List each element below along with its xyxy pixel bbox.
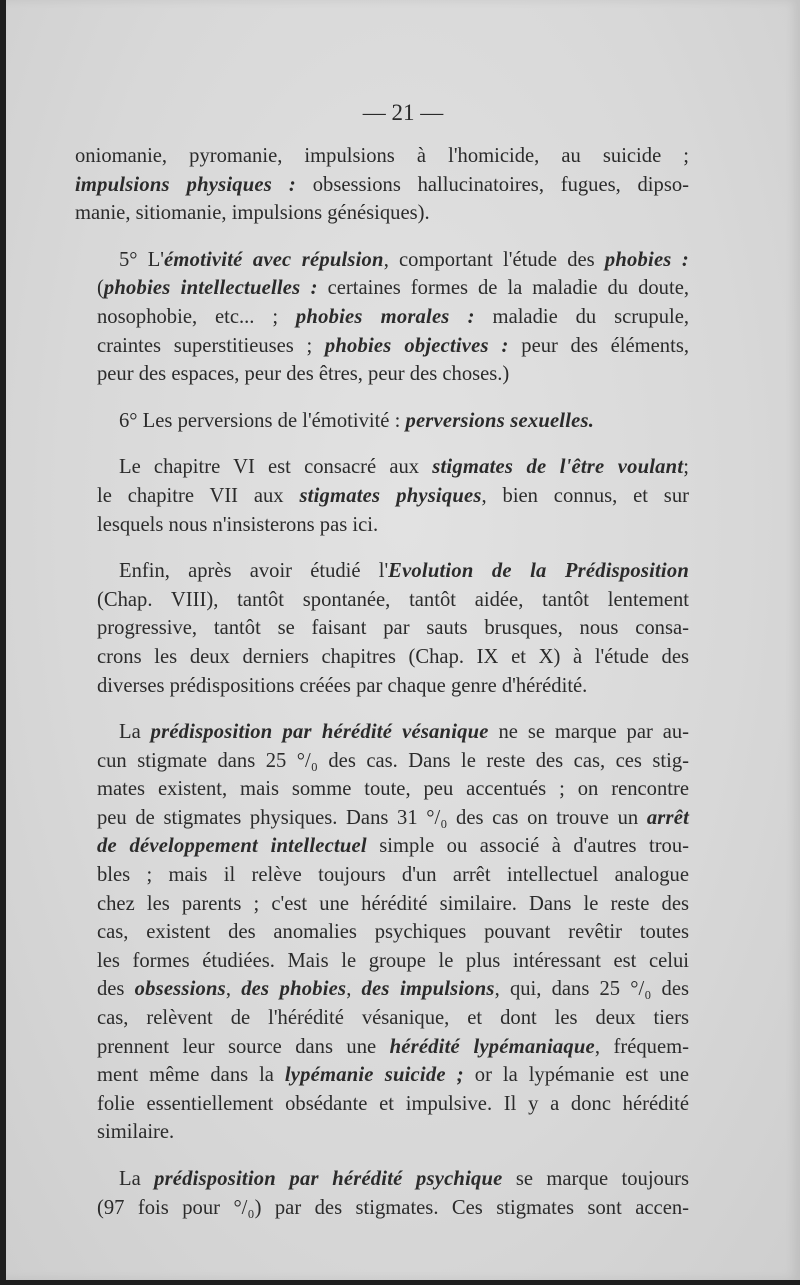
text-run: maladie du scrupule, — [474, 305, 690, 328]
text-line — [75, 861, 689, 890]
text-run: , — [346, 978, 362, 1001]
italic-term: arrêt — [646, 806, 689, 829]
text-line — [75, 1165, 689, 1194]
text-run: 5° L' — [119, 248, 165, 271]
text-run: Enfin, après avoir étudié l' — [119, 560, 389, 583]
italic-term: phobies objectives : — [324, 334, 509, 357]
italic-term: phobies : — [604, 248, 689, 271]
text-line — [75, 890, 689, 919]
text-line — [75, 199, 689, 228]
text-run: 6° Les perversions de l'émotivité : — [119, 409, 406, 432]
text-line — [75, 918, 689, 947]
text-line — [75, 1004, 689, 1033]
paragraph-7 — [75, 1165, 689, 1222]
text-run: , — [225, 978, 242, 1001]
italic-term: prédisposition par hérédité vésanique — [150, 721, 489, 744]
italic-term: des impulsions — [361, 978, 495, 1001]
text-run: peu de stigmates physiques. Dans 31 °/₀ des cas on trouve un — [97, 806, 647, 829]
text-run: , comportant l'étude des — [383, 248, 605, 271]
text-run: ; — [683, 456, 689, 479]
italic-term: obsessions — [134, 978, 226, 1001]
text-run: bles ; mais il relève toujours d'un arrêt intellectuel analogue — [97, 864, 689, 887]
paragraph-1 — [75, 142, 689, 228]
italic-term: stigmates physiques — [299, 484, 482, 507]
book-page — [6, 0, 800, 1280]
text-run: La — [119, 1168, 155, 1190]
italic-term: perversions sexuelles. — [405, 409, 595, 432]
text-line — [75, 1194, 689, 1223]
text-run: craintes superstitieuses ; — [97, 334, 325, 357]
italic-term: émotivité avec répulsion — [164, 248, 384, 271]
text-run: les formes étudiées. Mais le groupe le plus intéressant est celui — [97, 949, 689, 972]
text-run: peur des éléments, — [508, 334, 689, 357]
text-run: (97 fois pour °/₀) par des stigmates. Ces stigmates sont accen- — [97, 1196, 689, 1219]
text-run: prennent leur source dans une — [97, 1035, 390, 1058]
text-run: ment même dans la — [97, 1064, 285, 1087]
text-run: crons les deux derniers chapitres (Chap. IX et X) à l'étude des — [97, 645, 689, 668]
italic-term: phobies intellectuelles : — [103, 277, 318, 300]
text-line — [75, 453, 689, 482]
text-run: ( — [97, 277, 104, 300]
text-line — [75, 643, 689, 672]
text-run: se marque toujours — [502, 1168, 690, 1190]
text-line — [75, 246, 689, 275]
text-run: mates existent, mais somme toute, peu accentués ; on rencontre — [97, 778, 689, 801]
text-line — [75, 718, 689, 747]
text-line — [75, 274, 689, 303]
text-line — [75, 804, 689, 833]
text-line — [75, 360, 689, 389]
italic-term: des phobies — [241, 978, 347, 1001]
text-run: peur des espaces, peur des êtres, peur des choses.) — [97, 363, 510, 386]
text-run: chez les parents ; c'est une hérédité similaire. Dans le reste des — [97, 892, 689, 915]
text-line — [75, 511, 689, 540]
text-line — [75, 557, 689, 586]
italic-term: de développement intellectuel — [97, 835, 367, 858]
text-run: , bien connus, et sur — [481, 484, 689, 507]
text-line — [75, 482, 689, 511]
text-line — [75, 407, 689, 436]
text-run: nosophobie, etc... ; — [97, 305, 296, 328]
text-run: cas, relèvent de l'hérédité vésanique, et dont les deux tiers — [97, 1007, 689, 1030]
text-run: certaines formes de la maladie du doute, — [317, 277, 689, 300]
text-run: cun stigmate dans 25 °/₀ des cas. Dans le reste des cas, ces stig- — [97, 749, 689, 772]
text-line — [75, 672, 689, 701]
text-line — [75, 832, 689, 861]
text-line — [75, 975, 689, 1004]
text-run: , fréquem- — [594, 1035, 689, 1058]
text-run: similaire. — [97, 1121, 175, 1144]
text-run: La — [119, 721, 151, 744]
text-run: (Chap. VIII), tantôt spontanée, tantôt aidée, tantôt lentement — [97, 588, 689, 611]
text-line — [75, 1061, 689, 1090]
paragraph-2 — [75, 246, 689, 389]
italic-term: phobies morales : — [295, 305, 475, 328]
text-run: manie, sitiomanie, impulsions génésiques). — [75, 202, 430, 225]
italic-term: lypémanie suicide ; — [284, 1064, 464, 1087]
text-line — [75, 775, 689, 804]
text-line — [75, 1033, 689, 1062]
text-run: des — [97, 978, 135, 1001]
paragraph-5 — [75, 557, 689, 700]
text-run: simple ou associé à d'autres trou- — [366, 835, 690, 858]
text-line — [75, 332, 689, 361]
text-line — [75, 142, 689, 171]
text-run: folie essentiellement obsédante et impulsive. Il y a donc hérédité — [97, 1092, 689, 1115]
text-run: le chapitre VII aux — [97, 484, 300, 507]
text-run: oniomanie, pyromanie, impulsions à l'homicide, au suicide ; — [75, 145, 689, 167]
italic-term: stigmates de l'être voulant — [432, 456, 684, 479]
paragraph-6 — [75, 718, 689, 1147]
text-line — [75, 614, 689, 643]
text-run: ne se marque par au- — [488, 721, 690, 744]
text-run: cas, existent des anomalies psychiques pouvant revêtir toutes — [97, 921, 689, 944]
text-line — [75, 1118, 689, 1147]
page-number: — 21 — — [362, 100, 444, 125]
italic-term: prédisposition par hérédité psychique — [154, 1168, 503, 1190]
text-run: progressive, tantôt se faisant par sauts brusques, nous consa- — [97, 617, 689, 640]
text-line — [75, 171, 689, 200]
text-run: , qui, dans 25 °/₀ des — [494, 978, 689, 1001]
text-line — [75, 947, 689, 976]
text-run: diverses prédispositions créées par chaque genre d'hérédité. — [97, 674, 588, 697]
text-line — [75, 586, 689, 615]
text-line — [75, 1090, 689, 1119]
text-run: lesquels nous n'insisterons pas ici. — [97, 513, 379, 536]
paragraph-3 — [75, 407, 689, 436]
italic-term: Evolution de la Prédisposition — [388, 560, 689, 583]
paragraph-4 — [75, 453, 689, 539]
body-text — [75, 142, 689, 1240]
text-run: obsessions hallucinatoires, fugues, dipso- — [296, 173, 689, 196]
italic-term: impulsions physiques : — [75, 173, 296, 196]
text-line — [75, 303, 689, 332]
text-run: or la lypémanie est une — [463, 1064, 689, 1087]
text-line — [75, 747, 689, 776]
text-run: Le chapitre VI est consacré aux — [119, 456, 433, 479]
italic-term: hérédité lypémaniaque — [389, 1035, 595, 1058]
